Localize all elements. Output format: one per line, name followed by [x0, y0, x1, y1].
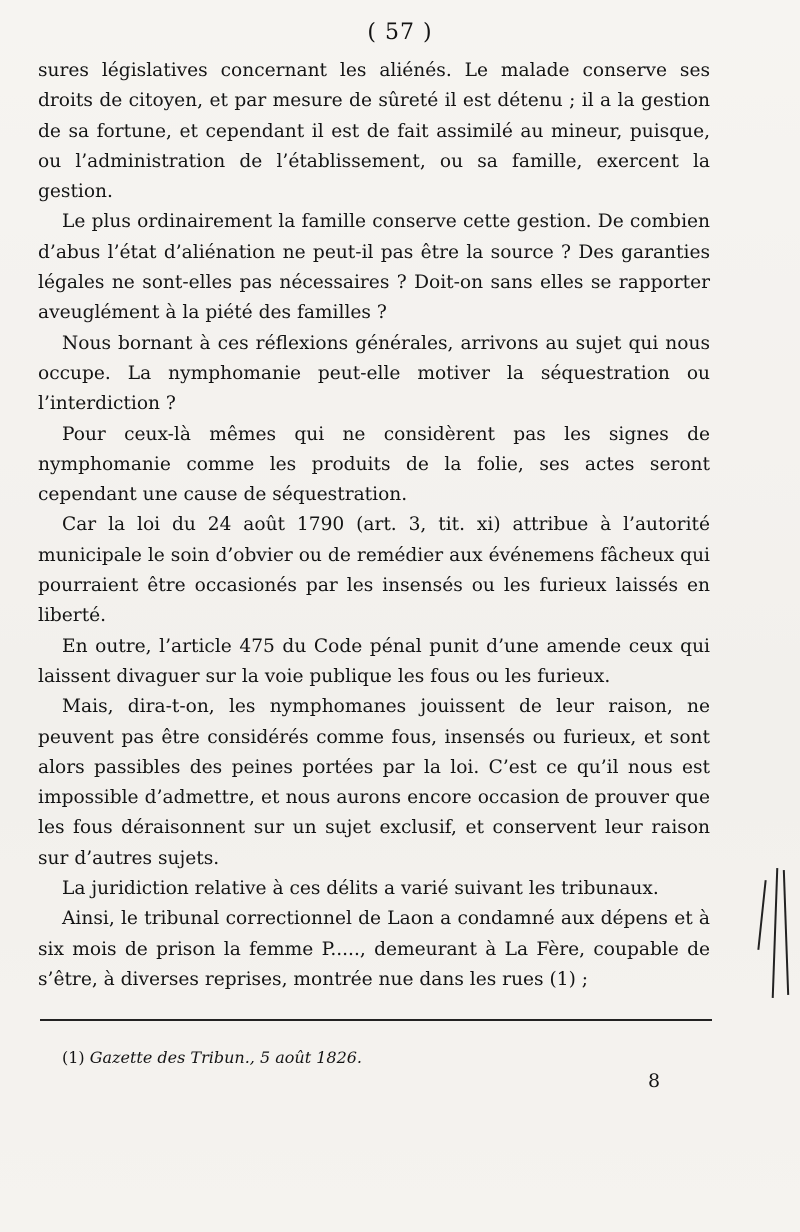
paragraph-1: sures législatives concernant les aliénés. Le malade conserve ses droits de citoyen, et par mesure de sûreté il est détenu ; il a la gestion de sa fortune, et cependant il est de fait assimilé au mineur, puisque, ou l’administration de l’établissement, ou sa famille, exercent la gestion. [38, 60, 710, 203]
margin-mark-middle [772, 868, 779, 998]
footnote [62, 1048, 362, 1067]
margin-mark-right [783, 870, 789, 995]
paragraph-4: Pour ceux-là mêmes qui ne considèrent pas les signes de nymphomanie comme les produits de la folie, ses actes seront cependant une cause de séquestration. [38, 423, 710, 506]
paragraph-8: La juridiction relative à ces délits a varié suivant les tribunaux. [62, 878, 659, 900]
paragraph-3: Nous bornant à ces réflexions générales, arrivons au sujet qui nous occupe. La nymphomanie peut-elle motiver la séquestration ou l’interdiction ? [38, 332, 710, 415]
signature-mark: 8 [648, 1070, 661, 1092]
paragraph-9: Ainsi, le tribunal correctionnel de Laon a condamné aux dépens et à six mois de prison la femme P....., demeurant à La Fère, coupable de s’être, à diverses reprises, montrée nue dans les rues (1) ; [38, 908, 710, 990]
paragraph-2: Le plus ordinairement la famille conserve cette gestion. De combien d’abus l’état d’aliénation ne peut-il pas être la source ? Des garanties légales ne sont-elles pas nécessaires ? Doit-on sans elles se rapporter aveuglément à la piété des familles ? [38, 211, 710, 324]
footnote-rule [40, 1019, 712, 1021]
body-text [38, 56, 710, 995]
margin-mark-left [757, 880, 766, 950]
footnote-text: Gazette des Tribun., 5 août 1826. [89, 1048, 363, 1067]
paragraph-6: En outre, l’article 475 du Code pénal punit d’une amende ceux qui laissent divaguer sur la voie publique les fous ou les furieux. [38, 635, 710, 687]
paragraph-7: Mais, dira-t-on, les nymphomanes jouissent de leur raison, ne peuvent pas être considérés comme fous, insensés ou furieux, et sont alors passibles des peines portées par la loi. C’est ce qu’il nous est impossible d’admettre, et nous aurons encore occasion de prouver que les fous déraisonnent sur un sujet exclusif, et conservent leur raison sur d’autres sujets. [38, 696, 710, 869]
page-number: ( 57 ) [367, 20, 433, 45]
paragraph-5: Car la loi du 24 août 1790 (art. 3, tit. xi) attribue à l’autorité municipale le soin d’obvier ou de remédier aux événemens fâcheux qui pourraient être occasionés par les insensés ou les furieux laissés en liberté. [38, 514, 710, 627]
footnote-mark: (1) [62, 1048, 85, 1067]
